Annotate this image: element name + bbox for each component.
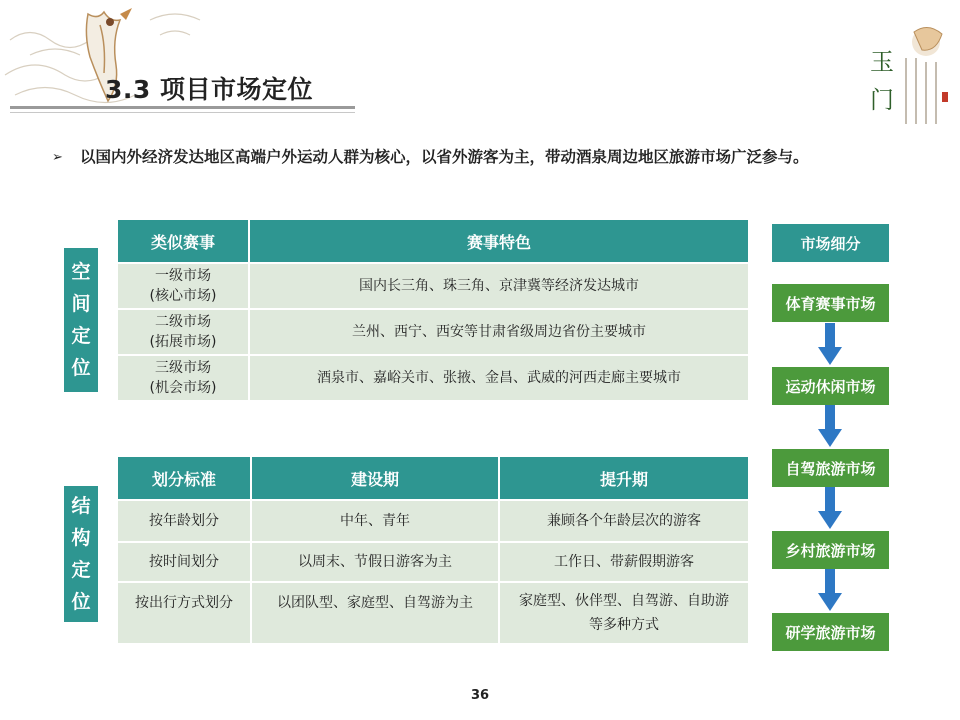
spatial-positioning-label [64,248,98,392]
feature-cell: 酒泉市、嘉峪关市、张掖、金昌、武威的河西走廊主要城市 [249,355,749,401]
construction-cell: 中年、青年 [251,500,499,542]
title-underline [10,106,355,109]
down-arrow-icon [818,405,842,447]
market-tier-cell [117,309,249,355]
criterion-cell: 按年龄划分 [117,500,251,542]
feature-cell: 国内长三角、珠三角、京津冀等经济发达城市 [249,263,749,309]
segment-item-sports-events: 体育赛事市场 [772,284,889,322]
tier-name: 一级市场 [155,268,211,284]
logo-char-2: 门 [870,86,894,114]
down-arrow-icon [818,323,842,365]
segment-item-rural-tourism: 乡村旅游市场 [772,531,889,569]
table-row [117,582,749,644]
construction-cell: 以周末、节假日游客为主 [251,542,499,582]
title-underline-thin [10,112,355,113]
label-char: 空 [71,261,91,283]
upgrade-cell: 工作日、带薪假期游客 [499,542,749,582]
spatial-positioning-table [116,218,750,402]
structural-positioning-table [116,455,750,645]
label-char: 位 [71,591,91,613]
label-char: 定 [71,559,91,581]
criterion-cell: 按时间划分 [117,542,251,582]
label-char: 定 [71,325,91,347]
label-char: 间 [71,293,91,315]
bullet-text: 以国内外经济发达地区高端户外运动人群为核心，以省外游客为主，带动酒泉周边地区旅游市场广泛参与。 [80,148,809,166]
market-tier-cell [117,355,249,401]
col-header: 提升期 [499,456,749,500]
upgrade-cell: 兼顾各个年龄层次的游客 [499,500,749,542]
table-row [117,309,749,355]
table-header-row [117,219,749,263]
label-char: 构 [71,527,91,549]
table-row [117,355,749,401]
tier-name: 三级市场 [155,360,211,376]
tier-sub: (核心市场) [149,288,217,304]
logo-char-1: 玉 [870,48,894,76]
market-tier-cell [117,263,249,309]
feature-cell: 兰州、西宁、西安等甘肃省级周边省份主要城市 [249,309,749,355]
col-header: 划分标准 [117,456,251,500]
col-header: 建设期 [251,456,499,500]
bullet-arrow-icon: ➢ [52,150,63,165]
down-arrow-icon [818,487,842,529]
construction-cell: 以团队型、家庭型、自驾游为主 [251,582,499,644]
tier-name: 二级市场 [155,314,211,330]
label-char: 位 [71,357,91,379]
down-arrow-icon [818,569,842,611]
segment-item-self-drive: 自驾旅游市场 [772,449,889,487]
tier-sub: (机会市场) [149,380,217,396]
header-decoration [0,0,360,130]
col-header: 类似赛事 [117,219,249,263]
yumen-logo [864,20,950,130]
table-row [117,542,749,582]
structural-positioning-label [64,486,98,622]
table-row [117,500,749,542]
segment-header: 市场细分 [772,224,889,262]
segment-item-leisure-sports: 运动休闲市场 [772,367,889,405]
criterion-cell: 按出行方式划分 [117,582,251,644]
table-header-row [117,456,749,500]
table-row [117,263,749,309]
tier-sub: (拓展市场) [149,334,217,350]
label-char: 结 [71,495,91,517]
segment-item-study-tour: 研学旅游市场 [772,613,889,651]
page-title: 3.3 项目市场定位 [105,75,313,104]
upgrade-cell: 家庭型、伙伴型、自驾游、自助游等多种方式 [499,582,749,644]
col-header: 赛事特色 [249,219,749,263]
page-number: 36 [470,688,490,703]
